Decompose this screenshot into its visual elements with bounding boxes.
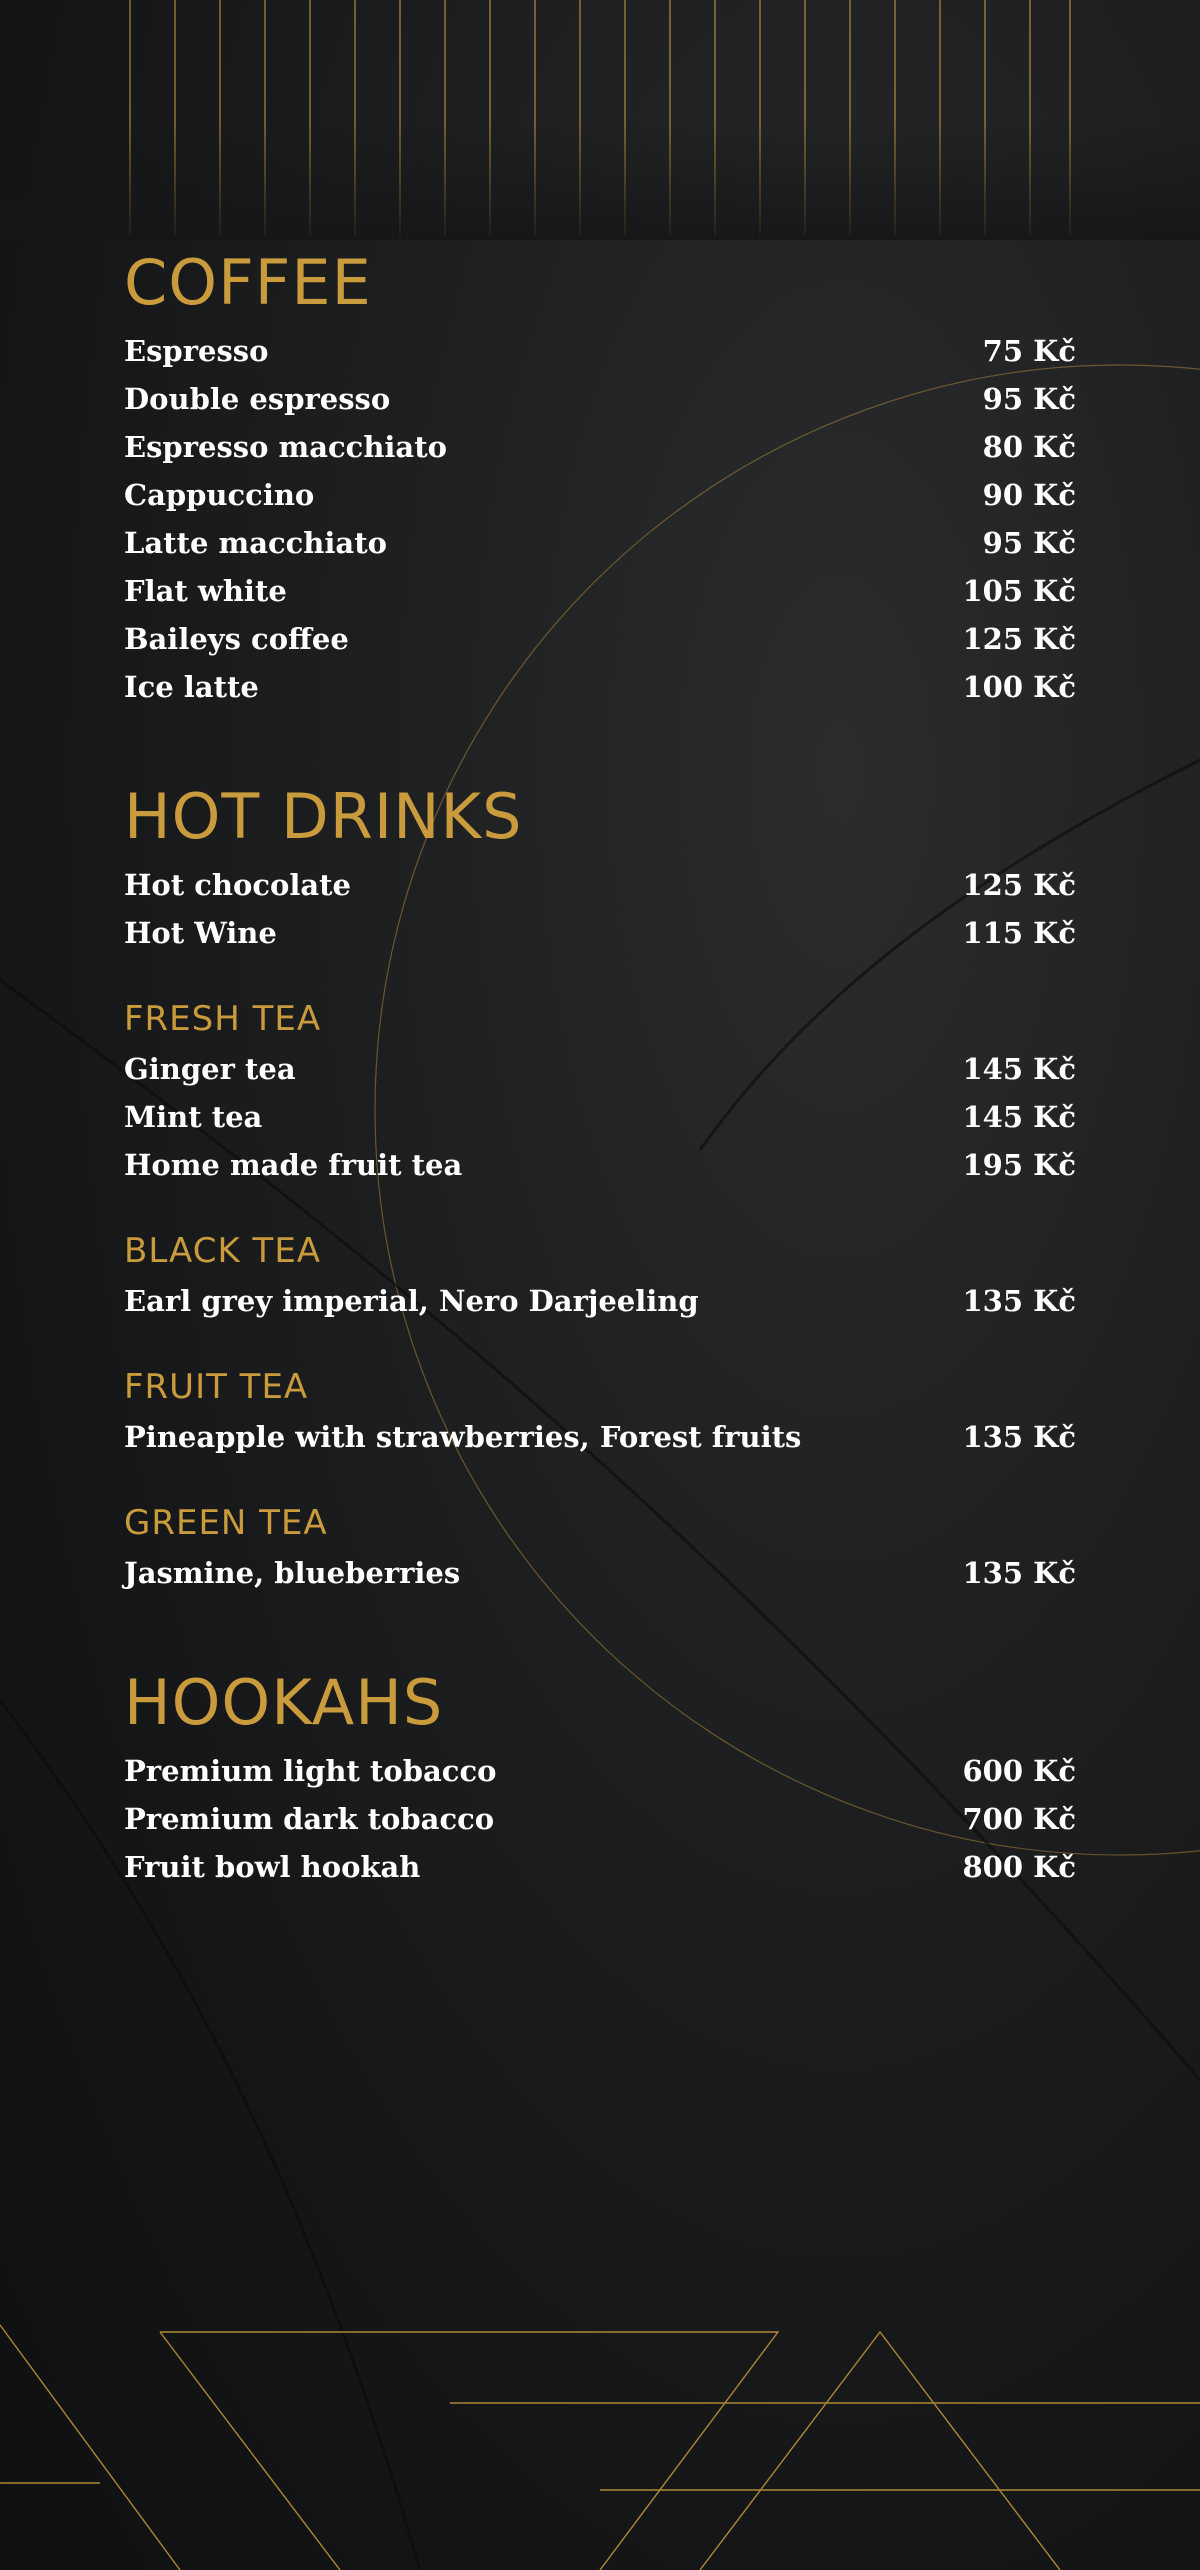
green-tea-subsection xyxy=(124,1501,1076,1597)
item-price: 700 Kč xyxy=(962,1802,1076,1836)
menu-item xyxy=(124,567,1076,615)
item-name: Latte macchiato xyxy=(124,526,387,560)
menu-item xyxy=(124,1843,1076,1891)
item-price: 800 Kč xyxy=(962,1850,1076,1884)
menu-item xyxy=(124,909,1076,957)
coffee-title: COFFEE xyxy=(124,246,372,319)
item-price: 135 Kč xyxy=(962,1556,1076,1590)
item-price: 95 Kč xyxy=(982,382,1076,416)
item-price: 600 Kč xyxy=(962,1754,1076,1788)
item-price: 125 Kč xyxy=(962,868,1076,902)
item-name: Hot Wine xyxy=(124,916,277,950)
menu-item xyxy=(124,1141,1076,1189)
fresh-tea-subsection xyxy=(124,997,1076,1189)
menu-item xyxy=(124,471,1076,519)
fruit-tea-subsection xyxy=(124,1365,1076,1461)
item-price: 105 Kč xyxy=(962,574,1076,608)
item-name: Flat white xyxy=(124,574,287,608)
item-price: 90 Kč xyxy=(982,478,1076,512)
item-price: 135 Kč xyxy=(962,1284,1076,1318)
menu-content xyxy=(124,245,1076,1891)
menu-item xyxy=(124,423,1076,471)
item-name: Home made fruit tea xyxy=(124,1148,463,1182)
item-price: 115 Kč xyxy=(962,916,1076,950)
coffee-section xyxy=(124,245,1076,711)
menu-item xyxy=(124,1413,1076,1461)
menu-item xyxy=(124,615,1076,663)
menu-item xyxy=(124,327,1076,375)
item-name: Double espresso xyxy=(124,382,391,416)
menu-item xyxy=(124,1747,1076,1795)
item-name: Jasmine, blueberries xyxy=(124,1556,461,1590)
item-name: Ginger tea xyxy=(124,1052,296,1086)
hookahs-section xyxy=(124,1665,1076,1891)
item-name: Mint tea xyxy=(124,1100,263,1134)
item-price: 145 Kč xyxy=(962,1100,1076,1134)
menu-item xyxy=(124,1549,1076,1597)
menu-item xyxy=(124,1093,1076,1141)
menu-item xyxy=(124,375,1076,423)
item-price: 95 Kč xyxy=(982,526,1076,560)
item-name: Premium dark tobacco xyxy=(124,1802,495,1836)
item-price: 80 Kč xyxy=(982,430,1076,464)
item-price: 100 Kč xyxy=(962,670,1076,704)
item-name: Baileys coffee xyxy=(124,622,349,656)
item-name: Espresso xyxy=(124,334,269,368)
fresh-tea-title: FRESH TEA xyxy=(124,999,322,1039)
green-tea-title: GREEN TEA xyxy=(124,1503,328,1543)
black-tea-title: BLACK TEA xyxy=(124,1231,322,1271)
hot-drinks-section xyxy=(124,779,1076,1597)
menu-item xyxy=(124,1277,1076,1325)
menu-item xyxy=(124,1045,1076,1093)
menu-item xyxy=(124,663,1076,711)
hookahs-title: HOOKAHS xyxy=(124,1666,444,1739)
item-name: Pineapple with strawberries, Forest fruits xyxy=(124,1420,802,1454)
item-name: Premium light tobacco xyxy=(124,1754,497,1788)
bottom-geometric-lines xyxy=(0,2325,1200,2570)
item-price: 145 Kč xyxy=(962,1052,1076,1086)
item-name: Fruit bowl hookah xyxy=(124,1850,421,1884)
item-name: Cappuccino xyxy=(124,478,315,512)
black-tea-subsection xyxy=(124,1229,1076,1325)
item-name: Hot chocolate xyxy=(124,868,351,902)
menu-item xyxy=(124,1795,1076,1843)
hot-drinks-title: HOT DRINKS xyxy=(124,780,523,853)
item-price: 75 Kč xyxy=(982,334,1076,368)
item-name: Ice latte xyxy=(124,670,259,704)
menu-item xyxy=(124,861,1076,909)
fruit-tea-title: FRUIT TEA xyxy=(124,1367,309,1407)
item-name: Earl grey imperial, Nero Darjeeling xyxy=(124,1284,699,1318)
item-price: 135 Kč xyxy=(962,1420,1076,1454)
item-price: 195 Kč xyxy=(962,1148,1076,1182)
item-name: Espresso macchiato xyxy=(124,430,447,464)
item-price: 125 Kč xyxy=(962,622,1076,656)
menu-item xyxy=(124,519,1076,567)
